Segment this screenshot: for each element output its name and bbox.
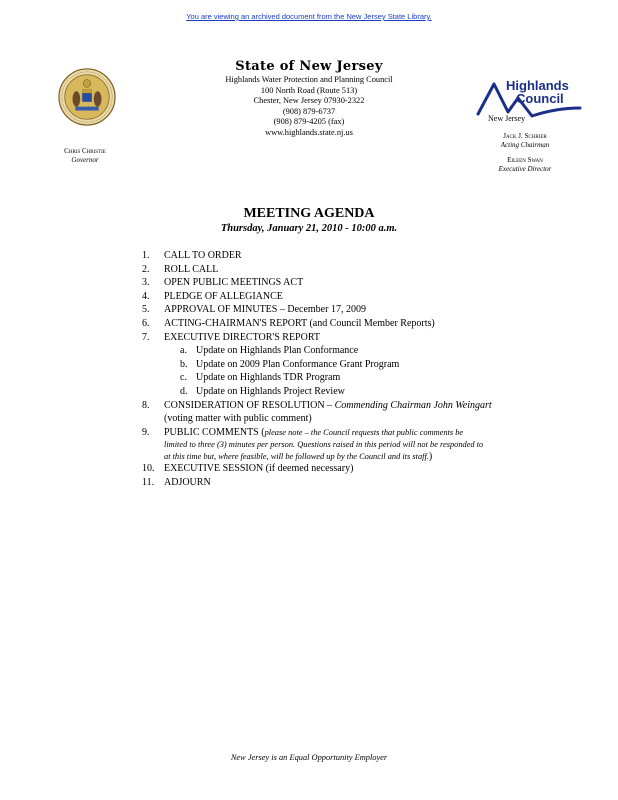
fax: (908) 879-4205 (fax) [273,117,345,126]
subitem-letter: b. [180,358,188,370]
subitem-letter: d. [180,385,188,397]
agenda-item [142,290,562,304]
comment-note-close: ) [428,450,433,462]
governor-title: Governor [71,156,99,164]
official-name: Eileen Swan [507,156,543,164]
item-number: 9. [142,426,150,438]
item-text: APPROVAL OF MINUTES – December 17, 2009 [164,304,366,316]
agenda-subitem [142,371,562,385]
comment-note-line2: limited to three (3) minutes per person. Questions raised in this period will not be responded to [164,440,484,450]
agenda-subitem [142,358,562,372]
item-number: 6. [142,317,150,329]
item-text: CONSIDERATION OF RESOLUTION – [164,399,333,411]
subitem-text: Update on Highlands TDR Program [196,372,341,384]
item-text: PLEDGE OF ALLEGIANCE [164,290,283,302]
subitem-letter: a. [180,345,187,357]
item-number: 4. [142,290,150,302]
address-line2: Chester, New Jersey 07930-2322 [253,96,365,105]
resolution-title: Commending Chairman John Weingart [334,399,492,411]
address-line1: 100 North Road (Route 513) [260,85,358,95]
agenda-item [142,399,562,426]
agenda-item [142,426,562,463]
item-text: CALL TO ORDER [164,250,242,261]
item-number: 8. [142,399,150,411]
governor-block [40,147,130,165]
officials-block [470,132,580,174]
item-text: PUBLIC COMMENTS ( [164,426,265,438]
governor-name: Chris Christie [64,147,106,155]
agenda-item [142,276,562,290]
item-number: 7. [142,331,150,343]
comment-note-line1: please note – the Council requests that public comments be [264,427,464,437]
item-text: ROLL CALL [164,263,219,275]
subitem-text: Update on Highlands Plan Conformance [196,345,359,357]
footer-eeo: New Jersey is an Equal Opportunity Employer [230,753,388,762]
agenda-date: Thursday, January 21, 2010 - 10:00 a.m. [220,223,398,234]
agenda-item [142,303,562,317]
subitem-text: Update on Highlands Project Review [196,385,345,397]
item-number: 1. [142,250,150,261]
agenda-subitem [142,385,562,399]
state-seal-icon [58,68,116,126]
item-text: ADJOURN [164,476,211,488]
item-number: 3. [142,277,150,289]
logo-state-label: New Jersey [488,114,526,123]
agenda-item [142,317,562,331]
item-number: 2. [142,263,150,275]
agenda-item [142,462,562,476]
org-name: Highlands Water Protection and Planning Council [225,75,393,84]
item-note: (voting matter with public comment) [164,413,312,425]
item-text: OPEN PUBLIC MEETINGS ACT [164,277,304,289]
item-text: EXECUTIVE SESSION (if deemed necessary) [164,463,354,475]
state-title: State of New Jersey [235,59,383,74]
subitem-text: Update on 2009 Plan Conformance Grant Program [196,358,400,370]
item-number: 5. [142,304,150,316]
archive-banner-link[interactable]: You are viewing an archived document from the New Jersey State Library. [186,12,432,21]
letterhead [150,58,468,138]
comment-note-line3: at this time but, where feasible, will be followed up by the Council and its staff. [164,451,429,461]
official-name: Jack J. Schrier [503,132,547,140]
subitem-letter: c. [180,372,187,384]
agenda-item [142,476,562,490]
official-title: Executive Director [498,165,552,173]
item-text: ACTING-CHAIRMAN'S REPORT (and Council Member Reports) [164,317,435,329]
item-number: 11. [142,476,155,488]
website: www.highlands.state.nj.us [265,127,353,137]
official-title: Acting Chairman [500,141,550,149]
agenda-item [142,331,562,345]
logo-line1: Highlands [506,78,569,93]
logo-line2: Council [516,91,564,106]
item-number: 10. [142,463,155,475]
agenda-subitem [142,344,562,358]
agenda-title: MEETING AGENDA [243,206,375,221]
agenda-list [142,249,562,490]
phone: (908) 879-6737 [282,106,336,116]
item-text: EXECUTIVE DIRECTOR'S REPORT [164,331,321,343]
agenda-item [142,249,562,263]
agenda-item [142,263,562,277]
